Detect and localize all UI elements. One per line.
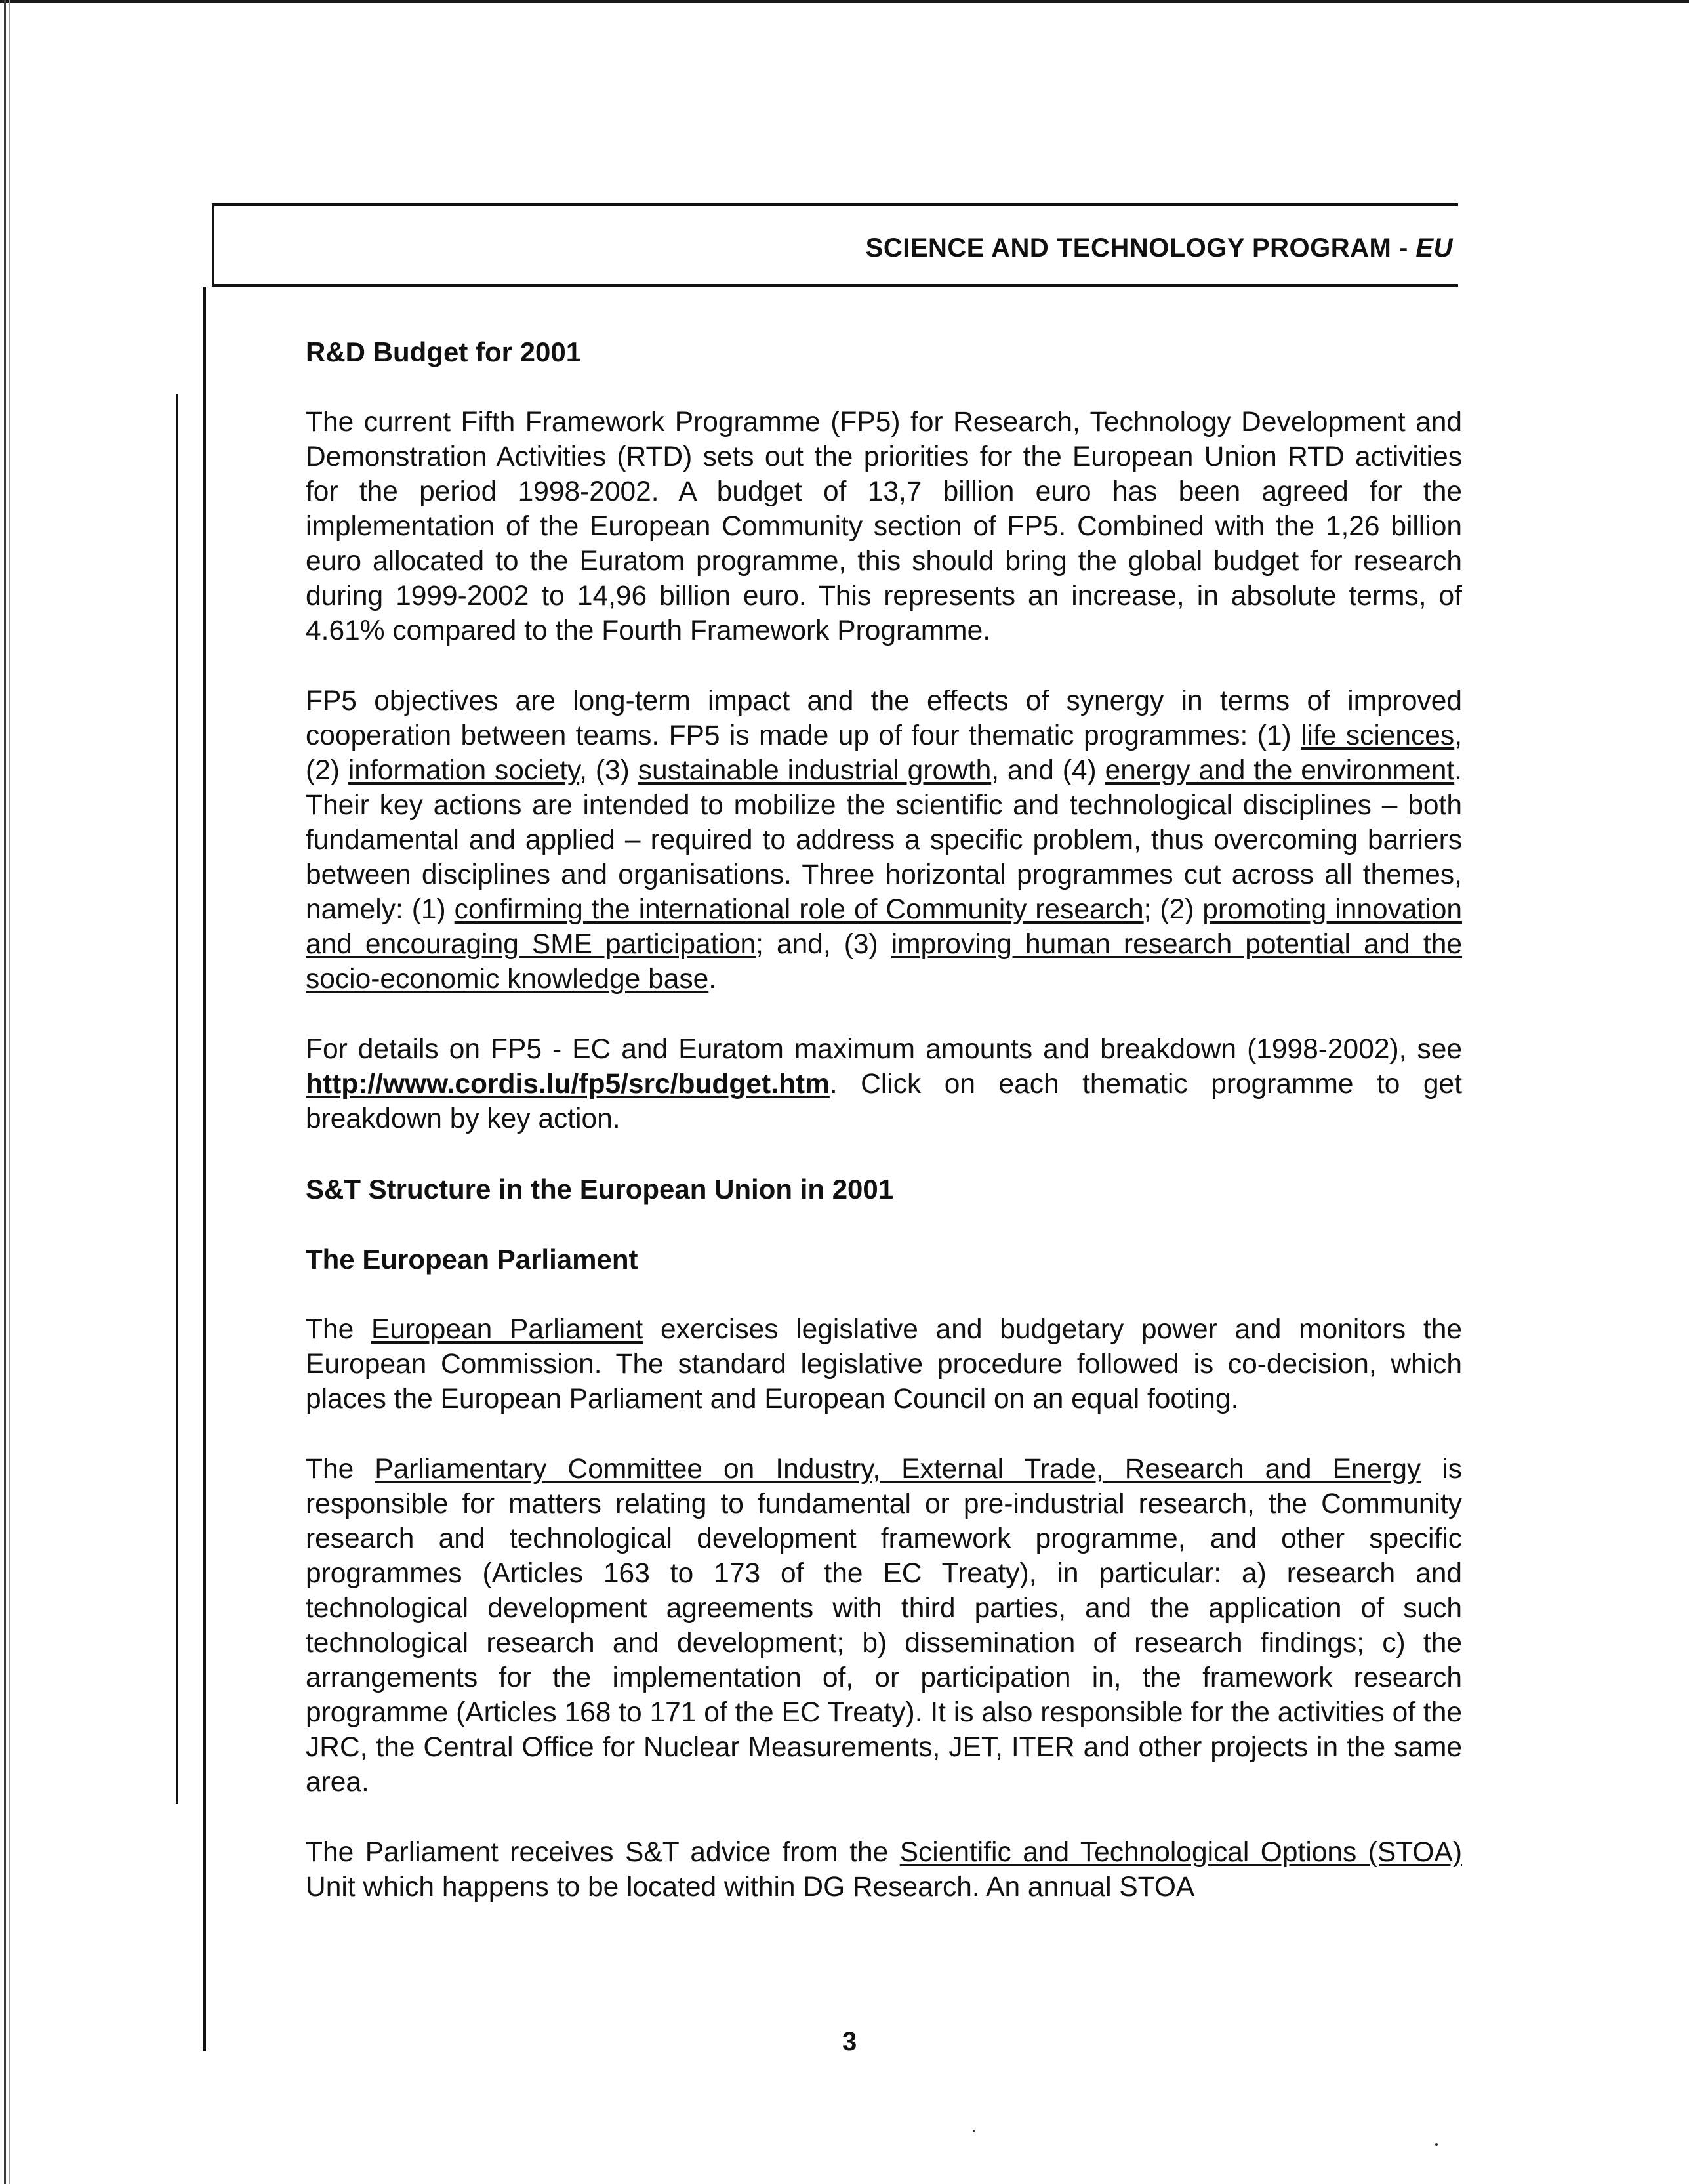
scan-border-top: [0, 0, 1689, 3]
link-european-parliament[interactable]: European Parliament: [371, 1314, 643, 1345]
heading-st-structure: S&T Structure in the European Union in 2001: [306, 1174, 894, 1205]
link-sustainable-industrial-growth[interactable]: sustainable industrial growth: [638, 755, 992, 786]
scan-border-left-faint: [9, 0, 10, 2184]
running-header: [212, 203, 1458, 287]
text: .: [708, 964, 717, 995]
text: ; and, (3): [756, 929, 891, 960]
link-cordis-budget[interactable]: http://www.cordis.lu/fp5/src/budget.htm: [306, 1069, 830, 1100]
link-international-role[interactable]: confirming the international role of Community research: [454, 894, 1144, 925]
link-stoa[interactable]: Scientific and Technological Options (STOA): [899, 1837, 1462, 1868]
paragraph-committee: [306, 1452, 1462, 1800]
text: . Their key actions are intended to mobilize the scientific and technological disciplines – both fundamental and applied – required to address a specific problem, thus overcoming barriers between disciplines and organisations. Three horizontal programmes cut across all themes, namely: (1): [306, 755, 1462, 925]
paragraph-fp5-details: [306, 1032, 1462, 1136]
paragraph-stoa: [306, 1835, 1462, 1905]
text: , (3): [579, 755, 638, 786]
text: The: [306, 1314, 371, 1345]
scan-border-left: [4, 0, 6, 2184]
text: Unit which happens to be located within DG Research. An annual STOA: [306, 1872, 1195, 1903]
link-human-research-potential[interactable]: improving human research potential and the socio-economic knowledge base: [306, 929, 1463, 995]
text: exercises legislative and budgetary power and monitors the European Commission. The standard legislative procedure followed is co-decision, which places the European Parliament and European Council on an equal footing.: [306, 1314, 1462, 1414]
text: FP5 objectives are long-term impact and the effects of synergy in terms of improved cooperation between teams. FP5 is made up of four thematic programmes: (1): [306, 686, 1462, 751]
margin-rule-outer: [176, 394, 178, 1804]
heading-european-parliament: The European Parliament: [306, 1244, 638, 1275]
text: , (2): [306, 720, 1462, 786]
header-title: [866, 234, 1453, 263]
text: The: [306, 1454, 375, 1485]
text: ; (2): [1143, 894, 1203, 925]
scan-speck: [973, 2130, 975, 2132]
heading-rd-budget: R&D Budget for 2001: [306, 337, 582, 367]
header-title-text: SCIENCE AND TECHNOLOGY PROGRAM -: [865, 234, 1408, 262]
page-body: [306, 335, 1462, 1905]
paragraph-fp5-budget: The current Fifth Framework Programme (FP5) for Research, Technology Development and Demonstration Activities (RTD) sets out the priorities for the European Union RTD activities for the period 1998-2002. A budget of 13,7 billion euro has been agreed for the implementation of the European Community section of FP5. Combined with the 1,26 billion euro allocated to the Euratom programme, this should bring the global budget for research during 1999-2002 to 14,96 billion euro. This represents an increase, in absolute terms, of 4.61% compared to the Fourth Framework Programme.: [306, 407, 1462, 646]
text: . Click on each thematic programme to get breakdown by key action.: [306, 1069, 1462, 1134]
text: is responsible for matters relating to fundamental or pre-industrial research, the Community research and technological development framework programme, and other specific programmes (Articles 163 to 173 of the EC Treaty), in particular: a) research and technological development agreements with third parties, and the application of such technological research and development; b) dissemination of research findings; c) the arrangements for the implementation of, or participation in, the framework research programme (Articles 168 to 171 of the EC Treaty). It is also responsible for the activities of the JRC, the Central Office for Nuclear Measurements, JET, ITER and other projects in the same area.: [306, 1454, 1462, 1798]
header-title-suffix: EU: [1415, 234, 1453, 262]
margin-rule-inner: [203, 287, 206, 2051]
paragraph-parliament: [306, 1312, 1462, 1416]
link-promoting-innovation[interactable]: promoting innovation and encouraging SME participation: [306, 894, 1462, 960]
scan-speck: [1435, 2143, 1438, 2146]
paragraph-fp5-objectives: [306, 684, 1462, 997]
text: For details on FP5 - EC and Euratom maximum amounts and breakdown (1998-2002), see: [306, 1034, 1462, 1065]
link-information-society[interactable]: information society: [348, 755, 580, 786]
link-parliamentary-committee[interactable]: Parliamentary Committee on Industry, External Trade, Research and Energy: [375, 1454, 1421, 1485]
link-energy-environment[interactable]: energy and the environment: [1105, 755, 1455, 786]
page-number: 3: [842, 2027, 857, 2056]
text: , and (4): [991, 755, 1105, 786]
link-life-sciences[interactable]: life sciences: [1301, 720, 1455, 751]
text: The Parliament receives S&T advice from the: [306, 1837, 900, 1868]
